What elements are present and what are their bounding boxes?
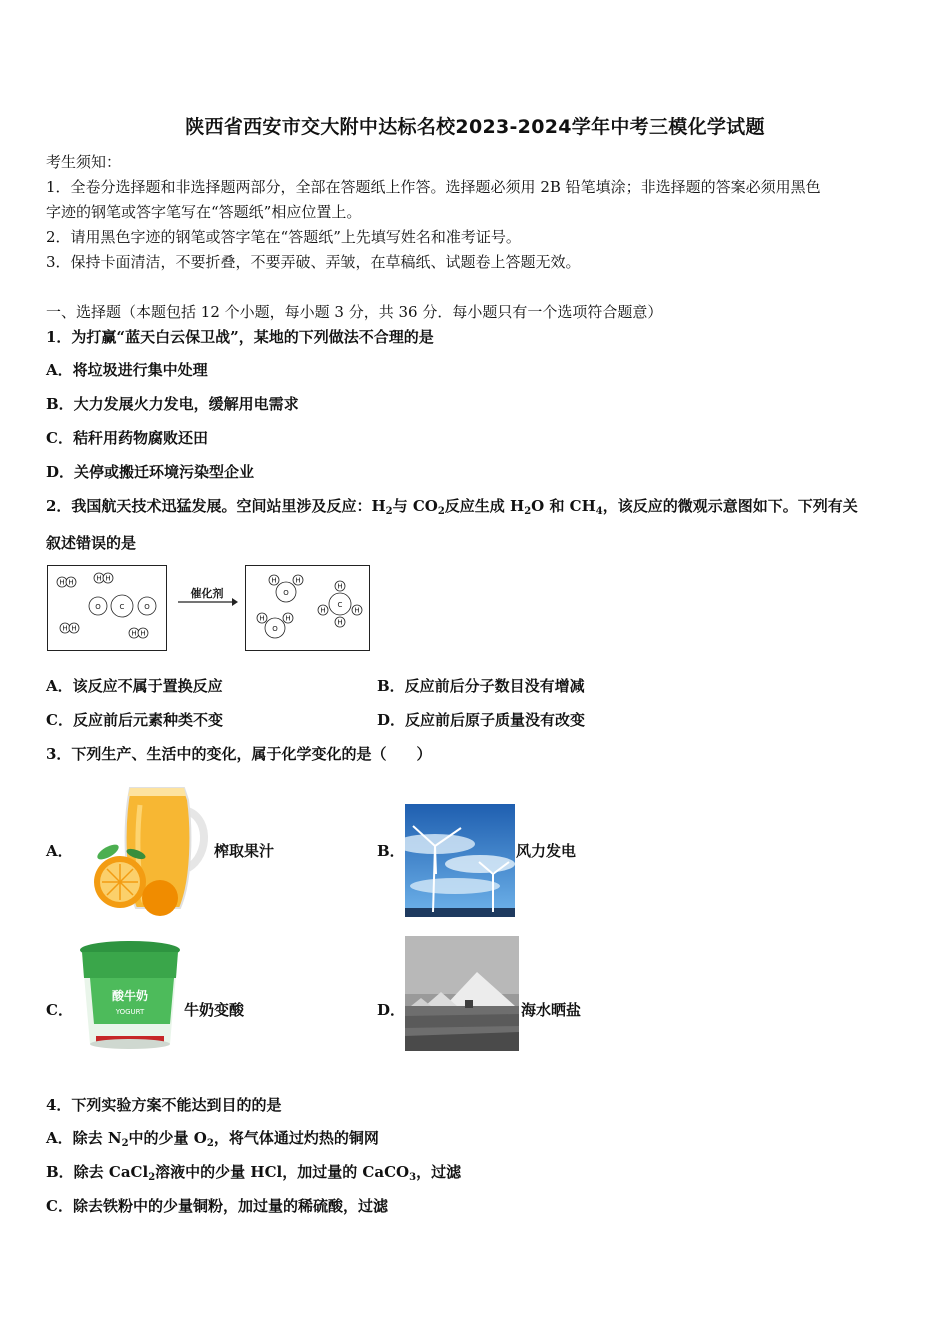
atom-h-label: H bbox=[295, 576, 301, 585]
q4-a-part: 中的少量 O bbox=[128, 1129, 207, 1147]
q2-option-d: D．反应前后原子质量没有改变 bbox=[377, 711, 586, 729]
q2-stem-part: ，该反应的微观示意图如下。下列有关 bbox=[602, 497, 858, 515]
subscript: 2 bbox=[121, 1138, 129, 1149]
notice-item-1-line-2: 字迹的钢笔或答字笔写在“答题纸”相应位置上。 bbox=[46, 203, 362, 221]
atom-h-label: H bbox=[259, 614, 265, 623]
atom-h-label: H bbox=[337, 618, 343, 627]
h2o-molecule bbox=[257, 613, 293, 638]
atom-h-label: H bbox=[354, 606, 360, 615]
notice-item-2: 2．请用黑色字迹的钢笔或答字笔在“答题纸”上先填写姓名和准考证号。 bbox=[46, 228, 521, 246]
atom-h-label: H bbox=[131, 629, 137, 638]
atom-c-label: C bbox=[119, 603, 125, 611]
reactants-box bbox=[47, 565, 167, 651]
q4-b-part: 溶液中的少量 HCl，加过量的 CaCO bbox=[155, 1163, 410, 1181]
reactants-diagram bbox=[48, 566, 166, 650]
q3-option-d-text: 海水晒盐 bbox=[521, 1001, 582, 1019]
q4-option-c: C．除去铁粉中的少量铜粉，加过量的稀硫酸，过滤 bbox=[46, 1197, 388, 1215]
q2-option-b: B．反应前后分子数目没有增减 bbox=[377, 677, 585, 695]
co2-molecule bbox=[89, 595, 156, 617]
atom-h-label: H bbox=[140, 629, 146, 638]
q2-option-c: C．反应前后元素种类不变 bbox=[46, 711, 223, 729]
q2-stem-part: 2．我国航天技术迅猛发展。空间站里涉及反应：H bbox=[46, 497, 386, 515]
q1-option-b: B．大力发展火力发电，缓解用电需求 bbox=[46, 395, 299, 413]
notice-item-1-line-1: 1．全卷分选择题和非选择题两部分，全部在答题纸上作答。选择题必须用 2B 铅笔填涂；非选择题的答案必须用黑色 bbox=[46, 178, 821, 196]
q1-option-c: C．秸秆用药物腐败还田 bbox=[46, 429, 208, 447]
ch4-molecule bbox=[318, 581, 362, 627]
h2-molecule bbox=[57, 577, 76, 587]
wind-turbine-image bbox=[405, 804, 515, 917]
q3-option-a-letter: A． bbox=[46, 842, 73, 860]
q3-option-b-letter: B． bbox=[377, 842, 405, 860]
q2-stem-line-2: 叙述错误的是 bbox=[46, 534, 137, 552]
q4-a-part: A．除去 N bbox=[46, 1129, 122, 1147]
q2-option-a: A．该反应不属于置换反应 bbox=[46, 677, 223, 695]
section-heading: 一、选择题（本题包括 12 个小题，每小题 3 分，共 36 分．每小题只有一个选项符合题意） bbox=[46, 303, 663, 321]
atom-c-label: C bbox=[337, 601, 343, 609]
q3-option-a-text: 榨取果汁 bbox=[214, 842, 275, 860]
reaction-arrow bbox=[176, 585, 238, 615]
arrow-icon bbox=[176, 585, 238, 615]
q2-stem bbox=[46, 496, 858, 522]
h2-molecule bbox=[60, 623, 79, 633]
atom-h-label: H bbox=[337, 582, 343, 591]
subscript: 2 bbox=[148, 1172, 156, 1183]
atom-o-label: O bbox=[272, 625, 278, 633]
page-title: 陕西省西安市交大附中达标名校2023-2024学年中考三模化学试题 bbox=[185, 116, 765, 138]
h2-molecule bbox=[129, 628, 148, 638]
q1-option-a: A．将垃圾进行集中处理 bbox=[46, 361, 208, 379]
subscript: 2 bbox=[524, 506, 532, 517]
subscript: 2 bbox=[437, 506, 445, 517]
q4-a-part: ，将气体通过灼热的铜网 bbox=[213, 1129, 379, 1147]
subscript: 3 bbox=[409, 1172, 417, 1183]
h2-molecule bbox=[94, 573, 113, 583]
atom-h-label: H bbox=[271, 576, 277, 585]
q2-stem-part: 反应生成 H bbox=[444, 497, 525, 515]
q1-stem: 1．为打赢“蓝天白云保卫战”，某地的下列做法不合理的是 bbox=[46, 328, 434, 346]
products-diagram bbox=[246, 566, 369, 650]
q3-option-c-text: 牛奶变酸 bbox=[184, 1001, 245, 1019]
q3-option-c-letter: C． bbox=[46, 1001, 73, 1019]
products-box bbox=[245, 565, 370, 651]
atom-h-label: H bbox=[320, 606, 326, 615]
subscript: 4 bbox=[595, 506, 603, 517]
notice-item-3: 3．保持卡面清洁，不要折叠，不要弄破、弄皱，在草稿纸、试题卷上答题无效。 bbox=[46, 253, 581, 271]
notice-heading: 考生须知： bbox=[46, 153, 122, 171]
juice-image bbox=[80, 780, 212, 918]
q4-stem: 4．下列实验方案不能达到目的的是 bbox=[46, 1096, 282, 1114]
yogurt-cup-image bbox=[78, 938, 182, 1054]
atom-h-label: H bbox=[59, 578, 65, 587]
q4-option-a bbox=[46, 1128, 379, 1154]
catalyst-label: 催化剂 bbox=[190, 587, 224, 600]
q4-b-part: B．除去 CaCl bbox=[46, 1163, 149, 1181]
yogurt-brand-label: 酸牛奶 bbox=[111, 989, 149, 1003]
atom-o-label: O bbox=[144, 603, 150, 611]
q3-stem: 3．下列生产、生活中的变化，属于化学变化的是（ ） bbox=[46, 745, 432, 763]
q3-option-b-text: 风力发电 bbox=[516, 842, 577, 860]
subscript: 2 bbox=[206, 1138, 214, 1149]
atom-h-label: H bbox=[68, 578, 74, 587]
atom-h-label: H bbox=[96, 574, 102, 583]
salt-pile-image bbox=[405, 936, 519, 1051]
q4-option-b bbox=[46, 1162, 461, 1188]
q1-option-d: D．关停或搬迁环境污染型企业 bbox=[46, 463, 255, 481]
atom-o-label: O bbox=[95, 603, 101, 611]
q4-b-part: ，过滤 bbox=[416, 1163, 462, 1181]
subscript: 2 bbox=[385, 506, 393, 517]
yogurt-en-label: YOGURT bbox=[115, 1008, 145, 1016]
atom-h-label: H bbox=[62, 624, 68, 633]
q3-option-d-letter: D． bbox=[377, 1001, 406, 1019]
atom-h-label: H bbox=[105, 574, 111, 583]
h2o-molecule bbox=[269, 575, 303, 602]
atom-o-label: O bbox=[283, 589, 289, 597]
q2-stem-part: O 和 CH bbox=[531, 497, 596, 515]
q2-stem-part: 与 CO bbox=[392, 497, 438, 515]
atom-h-label: H bbox=[285, 614, 291, 623]
atom-h-label: H bbox=[71, 624, 77, 633]
